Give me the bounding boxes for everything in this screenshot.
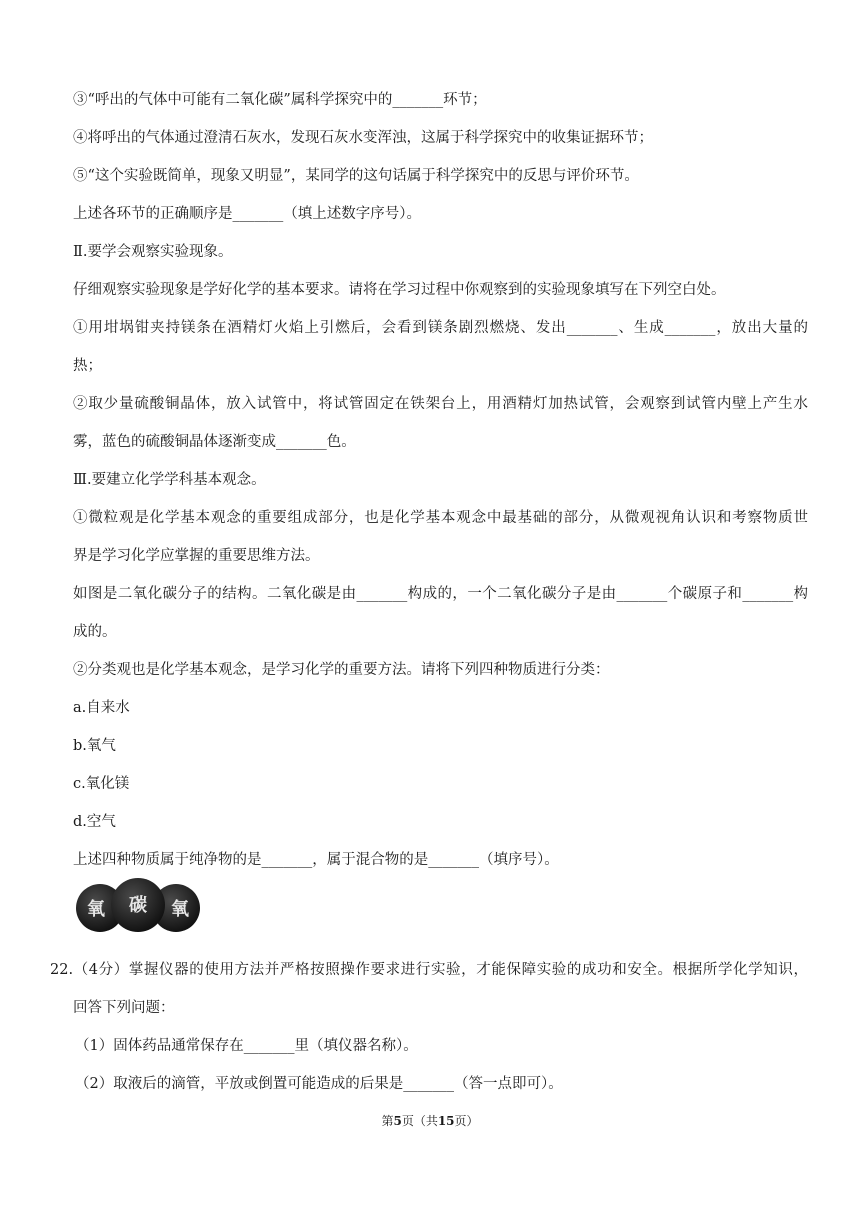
question-22-part-2: （2）取液后的滴管，平放或倒置可能造成的后果是_______（答一点即可）。 bbox=[75, 1076, 563, 1092]
text-line: 雾，蓝色的硫酸铜晶体逐渐变成_______色。 bbox=[73, 434, 356, 450]
text-line: ①用坩埚钳夹持镁条在酒精灯火焰上引燃后，会看到镁条剧烈燃烧、发出_______、生成_______，放出大量的 bbox=[73, 320, 808, 336]
section-heading: Ⅱ.要学会观察实验现象。 bbox=[73, 244, 233, 260]
question-22-stem: 22.（4分）掌握仪器的使用方法并严格按照操作要求进行实验，才能保障实验的成功和安全。根据所学化学知识， bbox=[50, 962, 808, 978]
text-line: ②分类观也是化学基本观念，是学习化学的重要方法。请将下列四种物质进行分类： bbox=[73, 662, 610, 678]
footer-suffix: 页） bbox=[454, 1114, 479, 1128]
text-line: 回答下列问题： bbox=[73, 1000, 175, 1016]
text-line: ⑤“这个实验既简单，现象又明显”，某同学的这句话属于科学探究中的反思与评价环节。 bbox=[73, 168, 639, 184]
section-heading: Ⅲ.要建立化学学科基本观念。 bbox=[73, 472, 266, 488]
text-line: 上述四种物质属于纯净物的是_______，属于混合物的是_______（填序号）。 bbox=[73, 852, 559, 868]
text-line: 界是学习化学应掌握的重要思维方法。 bbox=[73, 548, 320, 564]
option-c: c.氧化镁 bbox=[73, 776, 130, 792]
footer-prefix: 第 bbox=[381, 1114, 394, 1128]
text-line: ①微粒观是化学基本观念的重要组成部分，也是化学基本观念中最基础的部分，从微观视角认识和考察物质世 bbox=[73, 510, 808, 526]
text-line: 上述各环节的正确顺序是_______（填上述数字序号）。 bbox=[73, 206, 421, 222]
co2-molecule-figure bbox=[74, 878, 202, 934]
atom-label-right: 氧 bbox=[171, 899, 189, 920]
atom-label-left: 氧 bbox=[87, 899, 105, 920]
footer-page-number: 5 bbox=[393, 1114, 402, 1128]
text-line: 如图是二氧化碳分子的结构。二氧化碳是由_______构成的，一个二氧化碳分子是由_______个碳原子和_______构 bbox=[73, 586, 808, 602]
text-line: ③“呼出的气体中可能有二氧化碳”属科学探究中的_______环节； bbox=[73, 92, 487, 108]
page-footer bbox=[0, 1112, 860, 1129]
atom-label-center: 碳 bbox=[129, 895, 147, 916]
text-line: ②取少量硫酸铜晶体，放入试管中，将试管固定在铁架台上，用酒精灯加热试管，会观察到试管内壁上产生水 bbox=[73, 396, 808, 412]
footer-mid: 页（共 bbox=[401, 1114, 438, 1128]
text-line: 热； bbox=[73, 358, 102, 374]
option-d: d.空气 bbox=[73, 814, 116, 830]
option-b: b.氧气 bbox=[73, 738, 116, 754]
text-line: 成的。 bbox=[73, 624, 117, 640]
text-line: ④将呼出的气体通过澄清石灰水，发现石灰水变浑浊，这属于科学探究中的收集证据环节； bbox=[73, 130, 653, 146]
option-a: a.自来水 bbox=[73, 700, 130, 716]
footer-total-pages: 15 bbox=[437, 1114, 455, 1128]
text-line: 仔细观察实验现象是学好化学的基本要求。请将在学习过程中你观察到的实验现象填写在下列空白处。 bbox=[73, 282, 726, 298]
question-22-part-1: （1）固体药品通常保存在_______里（填仪器名称）。 bbox=[75, 1038, 418, 1054]
